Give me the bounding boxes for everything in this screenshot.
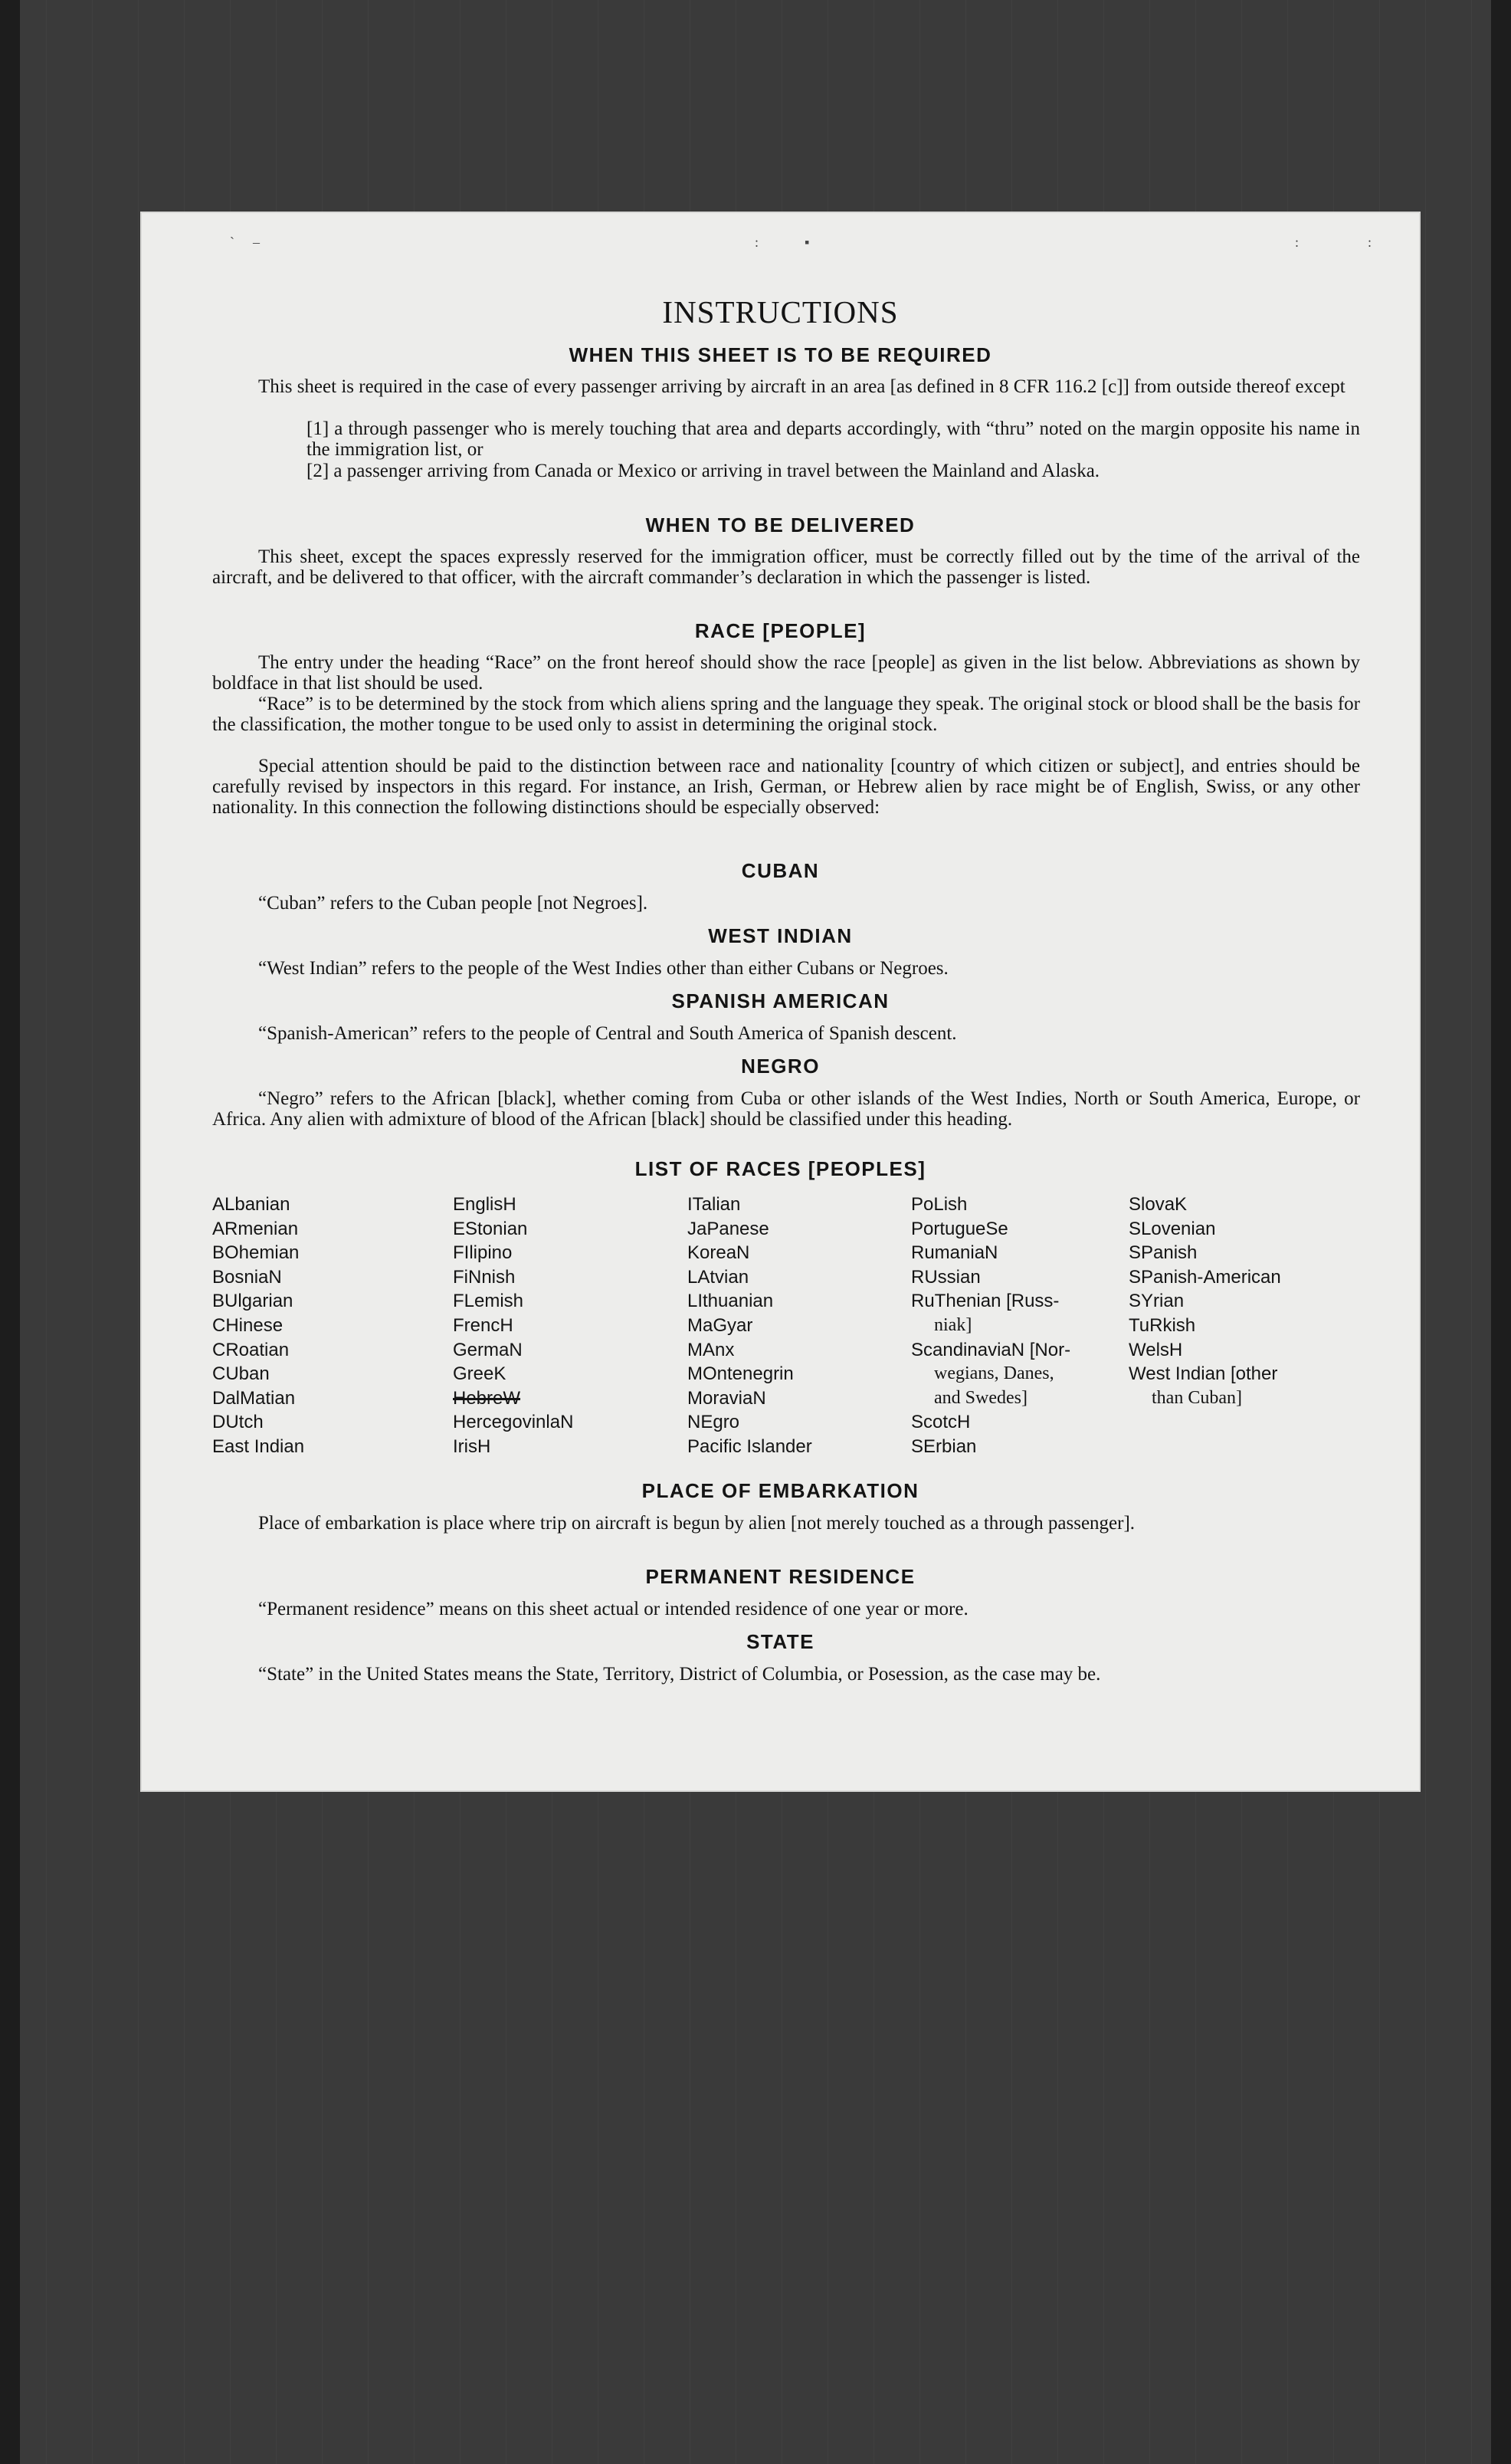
paragraph-negro: “Negro” refers to the African [black], whether coming from Cuba or other islands of the West Indies, North or South America, Europe, or Africa. Any alien with admixture of blood of the African [black] should be classified under this heading.	[212, 1088, 1360, 1130]
race-item: SPanish-American	[1129, 1266, 1281, 1288]
film-border-left	[0, 0, 20, 2464]
race-item: DUtch	[212, 1412, 264, 1433]
paragraph-west-indian: “West Indian” refers to the people of the West Indies other than either Cubans or Negroes.	[258, 958, 949, 979]
race-item: MOntenegrin	[687, 1363, 794, 1385]
heading-cuban: CUBAN	[741, 859, 820, 882]
exception-item-1: [1] a through passenger who is merely touching that area and departs accordingly, with “thru” noted on the margin opposite his name in the immigration list, or	[306, 418, 1360, 460]
race-item: CHinese	[212, 1314, 284, 1336]
race-item: ScotcH	[911, 1412, 971, 1433]
race-column-5	[1129, 1193, 1281, 1410]
race-list	[212, 1193, 1369, 1461]
race-column-1	[212, 1193, 304, 1459]
race-item: SLovenian	[1129, 1218, 1216, 1239]
heading-permanent-residence: PERMANENT RESIDENCE	[645, 1565, 916, 1588]
race-item: SlovaK	[1129, 1194, 1188, 1215]
race-item: BOhemian	[212, 1242, 300, 1264]
race-item: GreeK	[453, 1363, 506, 1385]
race-item: LAtvian	[687, 1266, 749, 1288]
film-border-right	[1491, 0, 1511, 2464]
race-column-4	[911, 1193, 1070, 1459]
race-item: IrisH	[453, 1435, 491, 1457]
heading-when-delivered: WHEN TO BE DELIVERED	[645, 513, 916, 536]
race-item: GermaN	[453, 1339, 523, 1360]
race-item: RUssian	[911, 1266, 981, 1288]
race-item: BUlgarian	[212, 1291, 293, 1312]
paragraph-race-2: “Race” is to be determined by the stock from which aliens spring and the language they speak. The original stock or blood shall be the basis for the classification, the mother tongue to be used only to assist in determining the original stock.	[212, 694, 1360, 735]
paragraph-spanish-american: “Spanish-American” refers to the people of Central and South America of Spanish descent.	[258, 1023, 957, 1044]
stray-marks: ˋ ‒ : ▪ : :	[230, 235, 1372, 250]
race-item: SPanish	[1129, 1242, 1198, 1264]
exception-item-2: [2] a passenger arriving from Canada or Mexico or arriving in travel between the Mainland and Alaska.	[306, 461, 1100, 481]
paragraph-state: “State” in the United States means the State, Territory, District of Columbia, or Posession, as the case may be.	[258, 1664, 1101, 1685]
document-page	[142, 213, 1419, 1790]
race-item: PortugueSe	[911, 1218, 1008, 1239]
race-item-continuation: wegians, Danes,	[934, 1363, 1054, 1384]
heading-state: STATE	[746, 1630, 814, 1653]
race-item: MoraviaN	[687, 1387, 766, 1409]
race-item: ITalian	[687, 1194, 741, 1215]
heading-negro: NEGRO	[741, 1055, 820, 1078]
race-item: FIlipino	[453, 1242, 513, 1264]
paragraph-embarkation: Place of embarkation is place where trip on aircraft is begun by alien [not merely touched as a through passenger].	[258, 1513, 1136, 1534]
paragraph-when-required: This sheet is required in the case of every passenger arriving by aircraft in an area [as defined in 8 CFR 116.2 [c]] from outside thereof except	[258, 376, 1345, 397]
paragraph-cuban: “Cuban” refers to the Cuban people [not Negroes].	[258, 893, 648, 914]
race-item-struck-out: HebreW	[453, 1387, 521, 1409]
race-item: PoLish	[911, 1194, 968, 1215]
race-item: West Indian [other	[1129, 1363, 1278, 1385]
race-item: JaPanese	[687, 1218, 769, 1239]
race-item: Pacific Islander	[687, 1435, 812, 1457]
race-item: RuThenian [Russ-	[911, 1291, 1060, 1312]
race-item: CUban	[212, 1363, 270, 1385]
paragraph-race-3: Special attention should be paid to the distinction between race and nationality [country of which citizen or subject], and entries should be carefully revised by inspectors in this regard. For instance, an Irish, German, or Hebrew alien by race might be of English, Swiss, or any other nationality. In this connection the following distinctions should be especially observed:	[212, 756, 1360, 818]
race-item: HercegovinlaN	[453, 1412, 574, 1433]
race-item: SErbian	[911, 1435, 977, 1457]
heading-race: RACE [PEOPLE]	[694, 619, 867, 642]
heading-west-indian: WEST INDIAN	[708, 924, 853, 947]
race-item: ScandinaviaN [Nor-	[911, 1339, 1071, 1360]
race-item: CRoatian	[212, 1339, 290, 1360]
paragraph-when-delivered: This sheet, except the spaces expressly reserved for the immigration officer, must be correctly filled out by the time of the arrival of the aircraft, and be delivered to that officer, with the aircraft commander’s declaration in which the passenger is listed.	[212, 546, 1360, 588]
race-item: FLemish	[453, 1291, 524, 1312]
race-item: ARmenian	[212, 1218, 299, 1239]
race-item: MAnx	[687, 1339, 735, 1360]
race-item: FrencH	[453, 1314, 513, 1336]
race-item: NEgro	[687, 1412, 740, 1433]
race-item-continuation: niak]	[934, 1314, 972, 1335]
heading-when-required: WHEN THIS SHEET IS TO BE REQUIRED	[569, 343, 992, 366]
race-item: MaGyar	[687, 1314, 753, 1336]
race-item: ALbanian	[212, 1194, 290, 1215]
page-title: INSTRUCTIONS	[662, 294, 899, 330]
race-item: DalMatian	[212, 1387, 296, 1409]
race-item: RumaniaN	[911, 1242, 998, 1264]
race-item: KoreaN	[687, 1242, 750, 1264]
race-item: SYrian	[1129, 1291, 1185, 1312]
race-item-continuation: and Swedes]	[934, 1387, 1028, 1408]
race-item: FiNnish	[453, 1266, 516, 1288]
paragraph-race-1: The entry under the heading “Race” on the front hereof should show the race [people] as given in the list below. Abbreviations as shown by boldface in that list should be used.	[212, 652, 1360, 694]
race-item: LIthuanian	[687, 1291, 774, 1312]
heading-list-of-races: LIST OF RACES [PEOPLES]	[634, 1157, 926, 1180]
race-item: EStonian	[453, 1218, 528, 1239]
race-column-2	[453, 1193, 573, 1459]
heading-embarkation: PLACE OF EMBARKATION	[641, 1479, 919, 1502]
race-item: East Indian	[212, 1435, 305, 1457]
paragraph-permanent-residence: “Permanent residence” means on this sheet actual or intended residence of one year or more.	[258, 1599, 969, 1619]
race-item: WelsH	[1129, 1339, 1183, 1360]
race-item: BosniaN	[212, 1266, 282, 1288]
race-item: TuRkish	[1129, 1314, 1196, 1336]
race-column-3	[687, 1193, 812, 1459]
race-item: EnglisH	[453, 1194, 516, 1215]
heading-spanish-american: SPANISH AMERICAN	[671, 989, 890, 1012]
race-item-continuation: than Cuban]	[1152, 1387, 1242, 1408]
